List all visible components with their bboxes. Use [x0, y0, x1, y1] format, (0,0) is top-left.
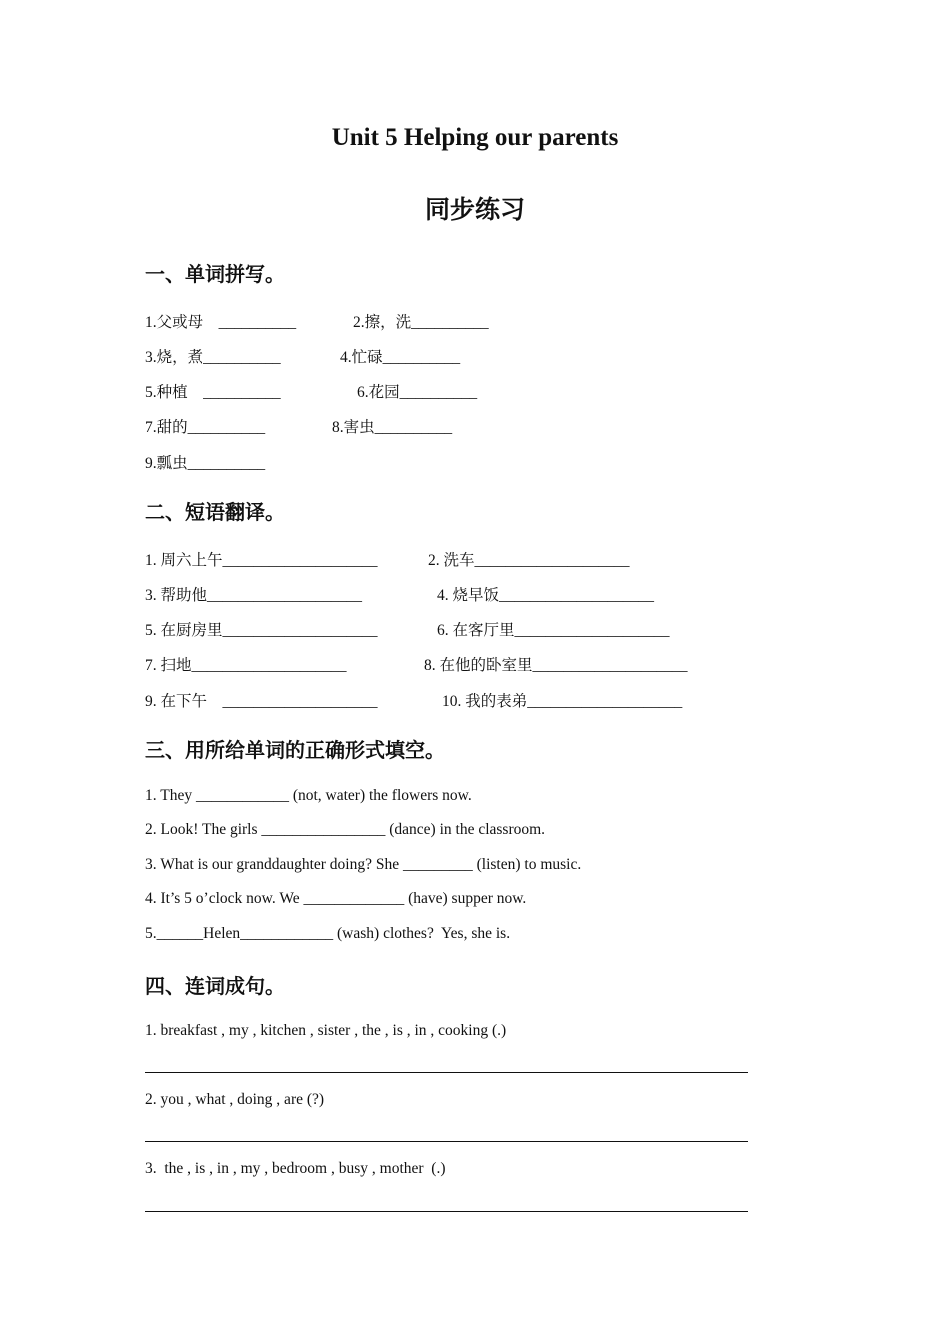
section-heading-3: 三、用所给单词的正确形式填空。 [145, 738, 445, 762]
fill-item-1: 1. They ____________ (not, water) the flowers now. [145, 787, 472, 804]
section-heading-4: 四、连词成句。 [145, 974, 285, 998]
sentence-item-1: 1. breakfast , my , kitchen , sister , the , is , in , cooking (.) [145, 1022, 507, 1039]
page-subtitle: 同步练习 [424, 195, 525, 224]
answer-line-2 [145, 1141, 748, 1142]
sentence-item-2: 2. you , what , doing , are (?) [145, 1091, 325, 1108]
spelling-item-8: 8.害虫__________ [332, 419, 453, 436]
phrase-item-2: 2. 洗车____________________ [428, 552, 630, 569]
section-heading-2: 二、短语翻译。 [145, 500, 285, 524]
spelling-item-1: 1.父或母 __________ [145, 314, 297, 331]
section-heading-1: 一、单词拼写。 [145, 262, 285, 286]
spelling-item-4: 4.忙碌__________ [340, 349, 461, 366]
spelling-item-7: 7.甜的__________ [145, 419, 266, 436]
phrase-item-5: 5. 在厨房里____________________ [145, 622, 378, 639]
spelling-item-6: 6.花园__________ [357, 384, 478, 401]
fill-item-5: 5.______Helen____________ (wash) clothes? Yes, she is. [145, 925, 511, 942]
page-title: Unit 5 Helping our parents [331, 124, 619, 151]
phrase-item-8: 8. 在他的卧室里____________________ [424, 657, 688, 674]
fill-item-4: 4. It’s 5 o’clock now. We _____________ (have) supper now. [145, 890, 527, 907]
phrase-item-9: 9. 在下午 ____________________ [145, 693, 378, 710]
fill-item-3: 3. What is our granddaughter doing? She _________ (listen) to music. [145, 856, 582, 873]
fill-item-2: 2. Look! The girls ________________ (dance) in the classroom. [145, 821, 546, 838]
phrase-item-3: 3. 帮助他____________________ [145, 587, 363, 604]
spelling-item-2: 2.擦，洗__________ [353, 314, 489, 331]
phrase-item-6: 6. 在客厅里____________________ [437, 622, 670, 639]
phrase-item-7: 7. 扫地____________________ [145, 657, 347, 674]
phrase-item-4: 4. 烧早饭____________________ [437, 587, 655, 604]
answer-line-3 [145, 1211, 748, 1212]
spelling-item-5: 5.种植 __________ [145, 384, 281, 401]
phrase-item-10: 10. 我的表弟____________________ [442, 693, 683, 710]
spelling-item-3: 3.烧，煮__________ [145, 349, 281, 366]
spelling-item-9: 9.瓢虫__________ [145, 455, 266, 472]
answer-line-1 [145, 1072, 748, 1073]
phrase-item-1: 1. 周六上午____________________ [145, 552, 378, 569]
sentence-item-3: 3. the , is , in , my , bedroom , busy , mother (.) [145, 1160, 446, 1177]
